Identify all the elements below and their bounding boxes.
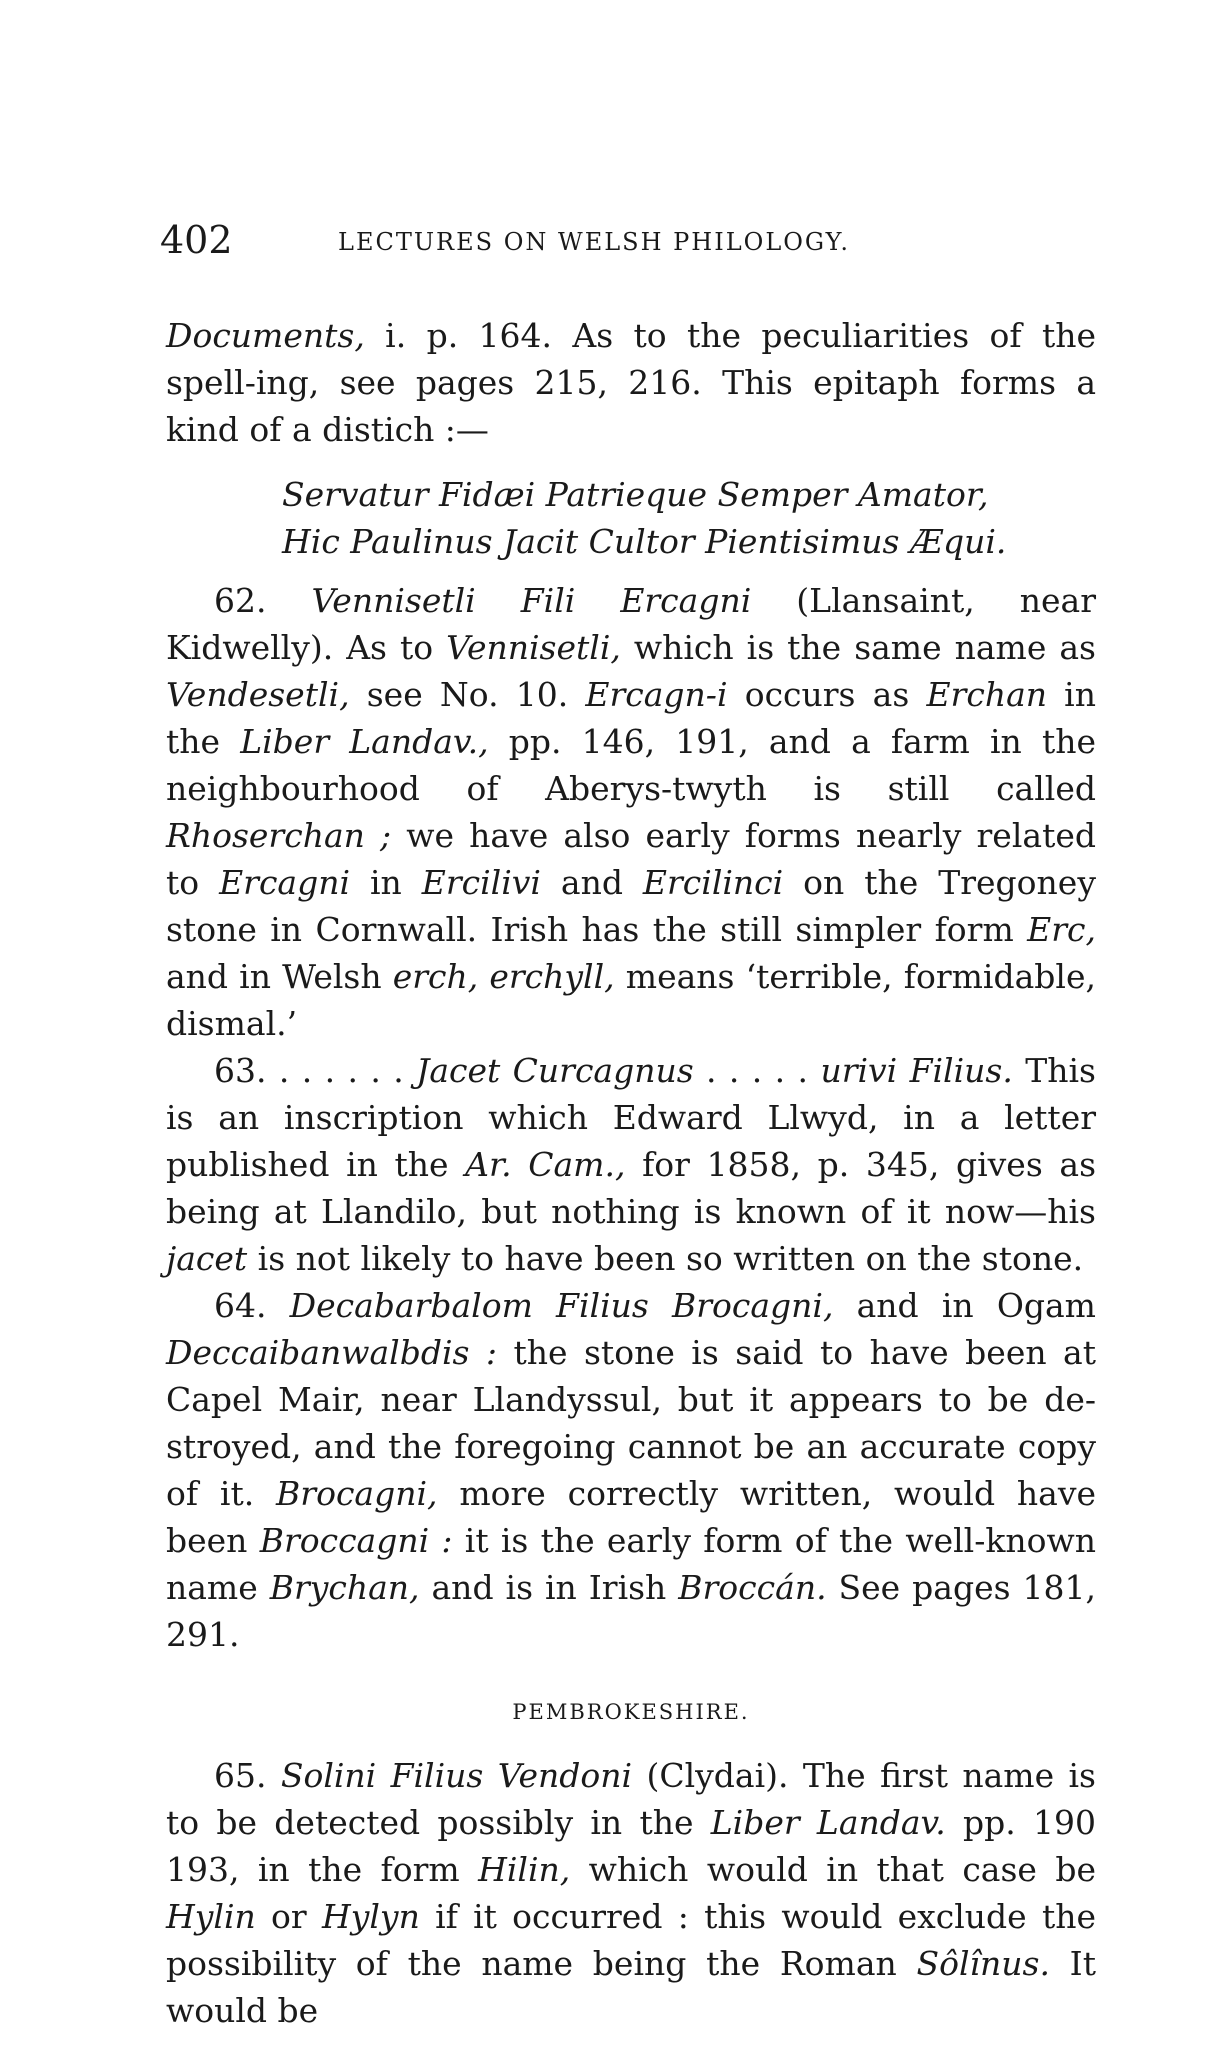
italic-term: Hilin, [478,1850,571,1889]
italic-term: Brychan, [269,1568,420,1607]
entry-64 [166,1282,1096,1658]
page-body [166,312,1096,2034]
italic-term: Documents, [166,316,365,355]
text-run: and in Ogam [833,1286,1096,1325]
italic-term: Vendesetli, [166,675,350,714]
text-run: . . . . . [693,1051,821,1090]
italic-term: Jacet Curcagnus [416,1051,694,1090]
italic-term: Decabarbalom Filius Brocagni, [289,1286,834,1325]
text-run: more correctly written, would have been [166,1474,1096,1560]
italic-term: Rhoserchan ; [166,816,392,855]
text-run: we have also early forms nearly related to [166,816,1096,902]
text-run: if it occurred : this would exclude the possibility of the name being the Roman [166,1897,1097,1983]
section-heading: PEMBROKESHIRE. [512,1700,750,1724]
text-run: which is the same name as [620,628,1096,667]
italic-term: Vennisetli, [446,628,621,667]
text-run: See pages 181, 291. [166,1568,1096,1654]
entry-63 [166,1047,1096,1282]
text-run: 62. [214,581,312,620]
italic-term: Solini Filius Vendoni [280,1756,633,1795]
italic-term: erch, erchyll, [392,957,615,996]
text-run: and [540,863,643,902]
italic-term: jacet [166,1239,248,1278]
page-header [160,218,1100,268]
running-title: LECTURES ON WELSH PHILOLOGY. [338,228,851,256]
text-run: see No. 10. [349,675,586,714]
italic-term: Sôlînus. [916,1944,1050,1983]
italic-term: Broccagni : [259,1521,453,1560]
text-run: on the Tregoney stone in Cornwall. Irish has the still simpler form [166,863,1096,949]
italic-term: Ar. Cam., [465,1145,626,1184]
text-run: pp. 190 193, in the form [166,1803,1096,1889]
italic-term: Liber Landav., [240,722,489,761]
text-run: 65. [214,1756,281,1795]
italic-term: Hylin [166,1897,256,1936]
text-run: or [255,1897,322,1936]
text-run: and is in Irish [419,1568,679,1607]
italic-term: Ercilinci [642,863,784,902]
text-run: It would be [166,1944,1096,2030]
verse-line-1: Servatur Fidæi Patrieque Semper Amator, [282,475,989,514]
text-run: is not likely to have been so written on the stone. [247,1239,1084,1278]
text-run: it is the early form of the well-known name [166,1521,1096,1607]
italic-term: Liber Landav. [710,1803,946,1842]
text-run: in the [166,675,1096,761]
entry-62 [166,577,1096,1047]
entry-65 [166,1752,1096,2034]
text-run: (Llansaint, near Kidwelly). As to [166,581,1096,667]
italic-term: Broccán. [678,1568,827,1607]
italic-term: Deccaibanwalbdis : [166,1333,498,1372]
text-run: which would in that case be [570,1850,1096,1889]
intro-paragraph [166,312,1096,453]
text-run: occurs as [727,675,927,714]
italic-term: Ercilivi [421,863,541,902]
text-run: in [350,863,422,902]
italic-term: Brocagni, [276,1474,438,1513]
text-run: and in Welsh [166,957,393,996]
text-run: pp. 146, 191, and a farm in the neighbourhood of Aberys-twyth is still called [166,722,1096,808]
italic-term: Ercagn-i [585,675,728,714]
text-run: This is an inscription which Edward Llwyd, in a letter published in the [166,1051,1096,1184]
italic-term: Hylyn [321,1897,420,1936]
epitaph-verse [282,471,1096,565]
italic-term: Erc, [1027,910,1096,949]
italic-term: Vennisetli Fili Ercagni [311,581,752,620]
text-run: the stone is said to have been at Capel Mair, near Llandyssul, but it appears to be de-stroyed, and the foregoing cannot be an accurate copy of it. [166,1333,1096,1513]
text-run: (Clydai). The first name is to be detected possibly in the [166,1756,1096,1842]
text-run: for 1858, p. 345, gives as being at Llandilo, but nothing is known of it now—his [166,1145,1097,1231]
text-run: means ‘terrible, formidable, dismal.’ [166,957,1096,1043]
italic-term: urivi Filius. [820,1051,1013,1090]
text-run: 64. [214,1286,290,1325]
italic-term: Erchan [926,675,1047,714]
page-number: 402 [160,218,233,262]
verse-line-2: Hic Paulinus Jacit Cultor Pientisimus Æqui. [282,522,1007,561]
italic-term: Ercagni [219,863,351,902]
text-run: 63. . . . . . . [214,1051,417,1090]
text-run: i. p. 164. As to the peculiarities of the spell-ing, see pages 215, 216. This epitaph forms a kind of a distich :— [166,316,1096,449]
